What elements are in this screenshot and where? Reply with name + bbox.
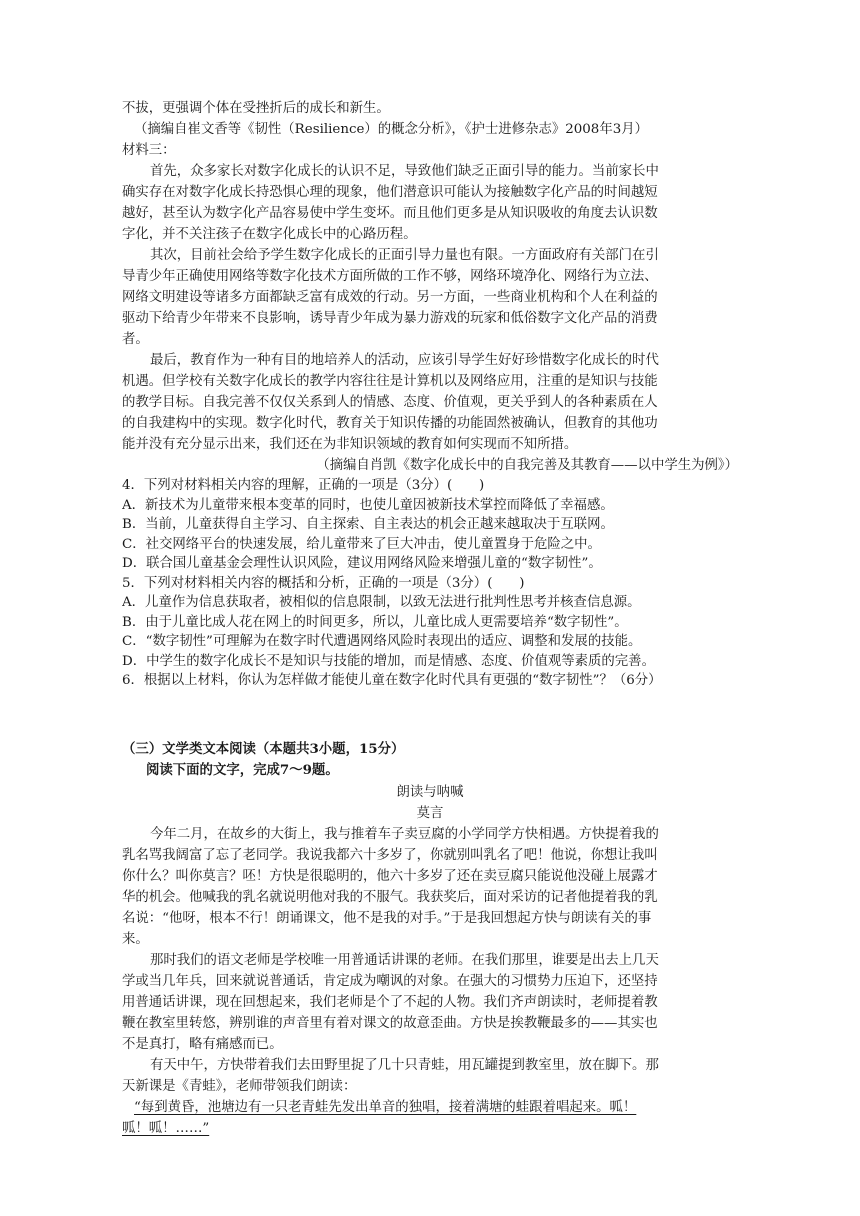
paragraph [122, 350, 738, 455]
answer-option: A．新技术为儿童带来根本变革的同时，也使儿童因被新技术掌控而降低了幸福感。 [122, 497, 614, 513]
text-line: 导青少年正确使用网络等数字化技术方面所做的工作不够，网络环境净化、网络行为立法、 [122, 269, 658, 284]
text-line: 名说：“他呀，根本不行！朗诵课文，他不是我的对手。”于是我回想起方快与朗读有关的事 [122, 910, 652, 926]
text-line: 不是真打，略有痛感而已。 [122, 1036, 283, 1052]
text-line: 你什么？叫你莫言？呸！方快是很聪明的，他六十多岁了还在卖豆腐只能说他没碰上展露才 [122, 868, 658, 884]
answer-option: C．社交网络平台的快速发展，给儿童带来了巨大冲击，使儿童置身于危险之中。 [122, 536, 601, 552]
question-stem: 5．下列对材料相关内容的概括和分析，正确的一项是（3分）( ) [122, 575, 525, 591]
paragraph [122, 245, 738, 350]
text-line: 者。 [122, 332, 149, 347]
text-line: 鞭在教室里转悠，辨别谁的声音里有着对课文的故意歪曲。方快是挨教鞭最多的——其实也 [122, 1015, 658, 1031]
question-block [122, 476, 738, 691]
answer-option: B．由于儿童比成人花在网上的时间更多，所以，儿童比成人更需要培养“数字韧性”。 [122, 614, 628, 630]
source-citation: （摘编自崔文香等《韧性（Resilience）的概念分析》，《护士进修杂志》2008年3月） [134, 122, 649, 137]
text-line: 用普通话讲课，现在回想起来，我们老师是个了不起的人物。我们齐声朗读时，老师提着教 [122, 994, 658, 1010]
paragraph [122, 1055, 738, 1097]
text-line: 的自我建构中的实现。数字化时代，教育关于知识传播的功能固然被确认，但教育的其他功 [122, 416, 658, 431]
answer-option: B．当前，儿童获得自主学习、自主探索、自主表达的机会正越来越取决于互联网。 [122, 517, 614, 532]
text-line: 字化，并不关注孩子在数字化成长中的心路历程。 [122, 227, 417, 242]
text-line: 学或当几年兵，回来就说普通话，肯定成为嘲讽的对象。在强大的习惯势力压迫下，还坚持 [122, 973, 658, 989]
text-line: 有天中午，方快带着我们去田野里捉了几十只青蛙，用瓦罐提到教室里，放在脚下。那 [150, 1057, 659, 1073]
answer-option: C．“数字韧性”可理解为在数字时代遭遇网络风险时表现出的适应、调整和发展的技能。 [122, 634, 642, 649]
text-line: 最后，教育作为一种有目的地培养人的活动，应该引导学生好好珍惜数字化成长的时代 [150, 353, 659, 368]
text-line: 的教学目标。自我完善不仅仅关系到人的情感、态度、价值观，更关乎到人的各种素质在人 [122, 395, 658, 410]
text-line: 越好，甚至认为数字化产品容易使中学生变坏。而且他们更多是从知识吸收的角度去认识数 [122, 206, 658, 221]
text-line: 华的机会。他喊我的乳名就说明他对我的不服气。我获奖后，面对采访的记者他提着我的乳 [122, 889, 658, 905]
question-stem: 6．根据以上材料，你认为怎样做才能使儿童在数字化时代具有更强的“数字韧性”？（6分） [122, 673, 662, 688]
article-title: 朗读与呐喊 [396, 784, 464, 800]
blank-space [122, 691, 738, 739]
answer-option: A．儿童作为信息获取者，被相似的信息限制，以致无法进行批判性思考并核查信息源。 [122, 595, 641, 610]
text-line: 首先，众多家长对数字化成长的认识不足，导致他们缺乏正面引导的能力。当前家长中 [150, 164, 659, 179]
paragraph [122, 824, 738, 950]
document-page [122, 98, 738, 1139]
material-heading: 材料三： [122, 143, 176, 158]
section-instruction: 阅读下面的文字，完成7～9题。 [146, 761, 339, 778]
answer-option: D．中学生的数字化成长不是知识与技能的增加，而是情感、态度、价值观等素质的完善。 [122, 653, 655, 669]
text-line: 今年二月，在故乡的大街上，我与推着车子卖豆腐的小学同学方快相遇。方快提着我的 [150, 826, 659, 842]
underlined-quote [122, 1097, 738, 1139]
text-line: 确实存在对数字化成长持恐惧心理的现象，他们潜意识可能认为接触数字化产品的时间越短 [122, 185, 658, 200]
text-line: 来。 [122, 931, 149, 947]
text-line: 乳名骂我阔富了忘了老同学。我说我都六十多岁了，你就别叫乳名了吧！他说，你想让我叫 [122, 847, 658, 863]
text-line: 其次，目前社会给予学生数字化成长的正面引导力量也有限。一方面政府有关部门在引 [150, 248, 659, 263]
text-line: 呱！呱！……” [122, 1120, 210, 1136]
text-line: 网络文明建设等诸多方面都缺乏富有成效的行动。另一方面，一些商业机构和个人在利益的 [122, 290, 658, 305]
text-line: “每到黄昏，池塘边有一只老青蛙先发出单音的独唱，接着满塘的蛙跟着唱起来。呱！ [134, 1099, 637, 1115]
text-line: 那时我们的语文老师是学校唯一用普通话讲课的老师。在我们那里，谁要是出去上几天 [150, 952, 659, 968]
section-title: （三）文学类文本阅读（本题共3小题，15分） [122, 740, 405, 757]
paragraph [122, 161, 738, 245]
article-author: 莫言 [416, 805, 444, 821]
text-line: 不拔，更强调个体在受挫折后的成长和新生。 [122, 101, 390, 116]
question-stem: 4．下列对材料相关内容的理解，正确的一项是（3分）( ) [122, 478, 485, 493]
text-line: 驱动下给青少年带来不良影响，诱导青少年成为暴力游戏的玩家和低俗数字文化产品的消费 [122, 311, 658, 326]
text-line: 能并没有充分显示出来，我们还在为非知识领域的教育如何实现而不知所措。 [122, 437, 578, 452]
text-line: 机遇。但学校有关数字化成长的教学内容往往是计算机以及网络应用，注重的是知识与技能 [122, 374, 658, 389]
source-citation: （摘编自肖凯《数字化成长中的自我完善及其教育——以中学生为例》） [316, 458, 738, 473]
text-line: 天新课是《青蛙》，老师带领我们朗读： [122, 1078, 357, 1094]
paragraph [122, 950, 738, 1055]
answer-option: D．联合国儿童基金会理性认识风险，建议用网络风险来增强儿童的“数字韧性”。 [122, 556, 602, 571]
